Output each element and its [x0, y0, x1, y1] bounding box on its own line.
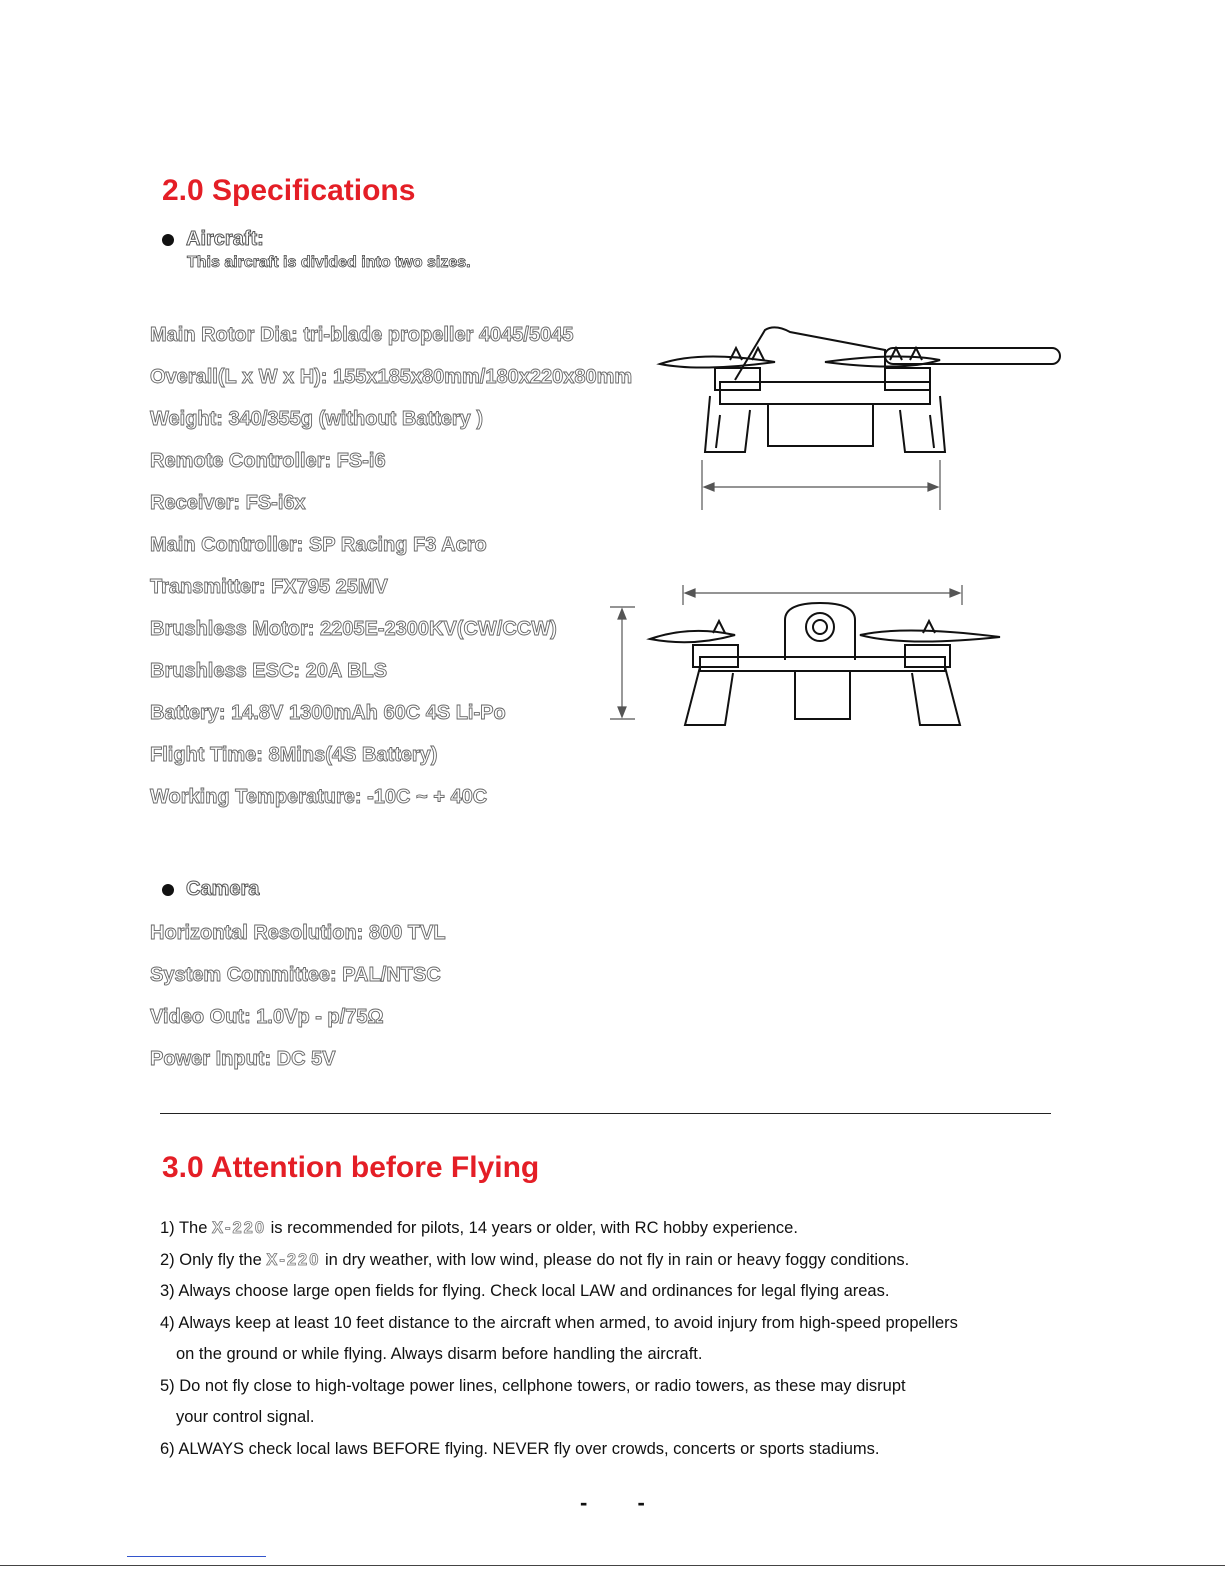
spec-main-rotor: Main Rotor Dia: tri-blade propeller 4045/5045	[150, 324, 574, 346]
drone-front-view-diagram	[605, 575, 1010, 730]
spec-video-out: Video Out: 1.0Vp - p/75Ω	[150, 1006, 384, 1028]
note-4: 4) Always keep at least 10 feet distance to the aircraft when armed, to avoid injury from high-speed propellers	[160, 1313, 958, 1332]
spec-remote-controller: Remote Controller: FS-i6	[150, 450, 386, 472]
spec-battery: Battery: 14.8V 1300mAh 60C 4S Li-Po	[150, 702, 506, 724]
drone-side-view-diagram	[640, 320, 1070, 515]
footer-rule	[0, 1565, 1225, 1566]
spec-weight: Weight: 340/355g (without Battery )	[150, 408, 484, 430]
specifications-title: 2.0 Specifications	[162, 174, 416, 207]
aircraft-spec-list	[150, 320, 632, 824]
attention-notes-list	[160, 1213, 958, 1465]
spec-brushless-esc: Brushless ESC: 20A BLS	[150, 660, 388, 682]
aircraft-bullet	[162, 228, 264, 251]
model-name: X-220	[211, 1219, 267, 1237]
bullet-icon	[162, 234, 174, 246]
bullet-icon	[162, 884, 174, 896]
note-2-pre: 2) Only fly the	[160, 1250, 267, 1269]
note-2-post: in dry weather, with low wind, please do not fly in rain or heavy foggy conditions.	[320, 1250, 910, 1269]
note-5-continued: your control signal.	[176, 1408, 315, 1426]
camera-spec-list	[150, 918, 446, 1086]
spec-horizontal-resolution: Horizontal Resolution: 800 TVL	[150, 922, 446, 944]
note-1-pre: 1) The	[160, 1219, 212, 1237]
aircraft-heading: Aircraft:	[186, 228, 264, 250]
note-3: 3) Always choose large open fields for flying. Check local LAW and ordinances for legal flying areas.	[160, 1282, 890, 1300]
camera-bullet	[162, 878, 259, 901]
spec-receiver: Receiver: FS-i6x	[150, 492, 306, 514]
aircraft-note: This aircraft is divided into two sizes.	[187, 254, 471, 271]
spec-power-input: Power Input: DC 5V	[150, 1048, 336, 1070]
note-4-continued: on the ground or while flying. Always disarm before handling the aircraft.	[176, 1345, 703, 1363]
footer-link-underline[interactable]	[127, 1556, 266, 1557]
model-name: X-220	[266, 1250, 321, 1269]
spec-working-temperature: Working Temperature: -10C ~ + 40C	[150, 786, 488, 808]
note-1-post: is recommended for pilots, 14 years or older, with RC hobby experience.	[266, 1219, 798, 1237]
note-5: 5) Do not fly close to high-voltage power lines, cellphone towers, or radio towers, as these may disrupt	[160, 1376, 906, 1395]
spec-system: System Committee: PAL/NTSC	[150, 964, 441, 986]
note-1	[160, 1213, 958, 1245]
camera-heading: Camera	[186, 878, 260, 900]
spec-transmitter: Transmitter: FX795 25MV	[150, 576, 388, 598]
page-number: - -	[580, 1490, 667, 1515]
spec-brushless-motor: Brushless Motor: 2205E-2300KV(CW/CCW)	[150, 618, 557, 640]
spec-main-controller: Main Controller: SP Racing F3 Acro	[150, 534, 487, 556]
section-divider	[160, 1113, 1051, 1114]
note-6: 6) ALWAYS check local laws BEFORE flying. NEVER fly over crowds, concerts or sports stadiums.	[160, 1439, 880, 1458]
attention-title: 3.0 Attention before Flying	[162, 1151, 540, 1184]
spec-flight-time: Flight Time: 8Mins(4S Battery)	[150, 744, 438, 766]
note-2	[160, 1245, 958, 1277]
spec-overall-size: Overall(L x W x H): 155x185x80mm/180x220x80mm	[150, 366, 633, 388]
